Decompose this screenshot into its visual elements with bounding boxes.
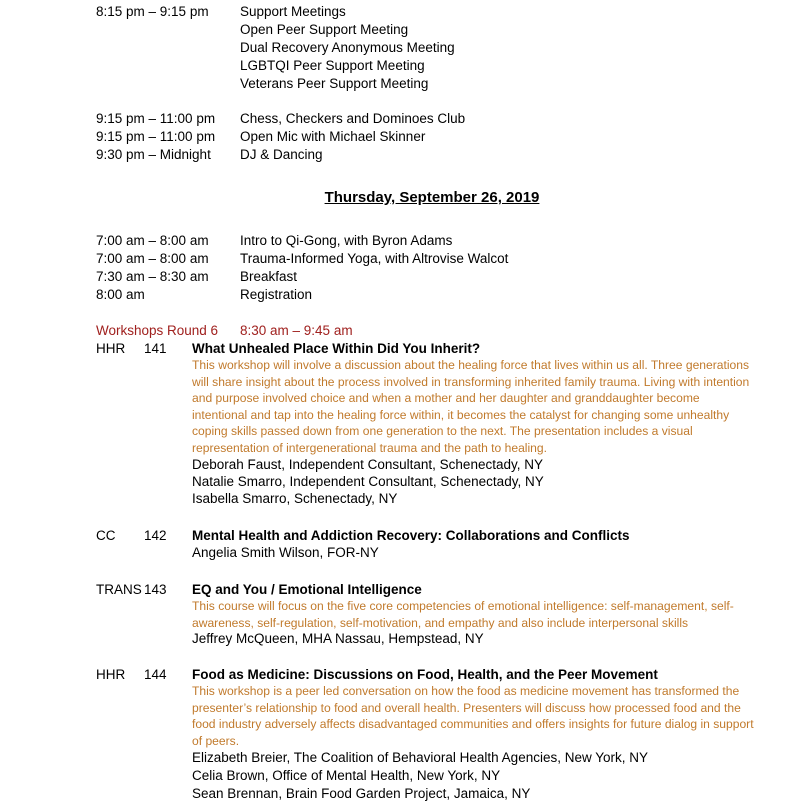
workshop-number: 144 [144, 667, 167, 682]
presenter-row [0, 490, 807, 508]
presenter-row [0, 785, 807, 803]
workshop-header [0, 527, 807, 545]
schedule-row [0, 250, 807, 268]
workshop-description [192, 357, 782, 456]
description-line: food industry adversely affects disadvantaged communities and offers insights for future dialog in support [192, 717, 754, 731]
presenter: Celia Brown, Office of Mental Health, New York, NY [192, 768, 501, 783]
presenter: Elizabeth Breier, The Coalition of Behavioral Health Agencies, New York, NY [192, 750, 649, 765]
schedule-row [0, 286, 807, 304]
event-name: Trauma-Informed Yoga, with Altrovise Walcot [240, 251, 509, 266]
presenter: Jeffrey McQueen, MHA Nassau, Hempstead, NY [192, 631, 484, 646]
event-name: Open Mic with Michael Skinner [240, 129, 426, 144]
event-name: LGBTQI Peer Support Meeting [240, 58, 425, 73]
event-time: 8:15 pm – 9:15 pm [96, 4, 209, 19]
presenter-row [0, 749, 807, 767]
schedule-row [0, 39, 807, 57]
description-line: This course will focus on the five core competencies of emotional intelligence: self-management, self- [192, 599, 734, 613]
workshop-title: What Unhealed Place Within Did You Inherit? [192, 341, 481, 356]
workshop-title: EQ and You / Emotional Intelligence [192, 582, 422, 597]
schedule-row [0, 57, 807, 75]
workshop-track: CC [96, 528, 116, 543]
presenter: Natalie Smarro, Independent Consultant, Schenectady, NY [192, 474, 544, 489]
presenter-row [0, 544, 807, 562]
presenter-row [0, 456, 807, 474]
event-name: Veterans Peer Support Meeting [240, 76, 429, 91]
presenter: Isabella Smarro, Schenectady, NY [192, 491, 398, 506]
presenter: Angelia Smith Wilson, FOR-NY [192, 545, 379, 560]
workshop-title: Mental Health and Addiction Recovery: Collaborations and Conflicts [192, 528, 630, 543]
event-time: 8:00 am [96, 287, 145, 302]
presenter: Deborah Faust, Independent Consultant, Schenectady, NY [192, 457, 543, 472]
event-time: 9:15 pm – 11:00 pm [96, 129, 216, 144]
schedule-row [0, 75, 807, 93]
workshop-header [0, 581, 807, 599]
presenter-row [0, 630, 807, 648]
workshop-number: 143 [144, 582, 167, 597]
description-line: intentional and tap into the healing force within, it becomes the catalyst for changing some unhealthy [192, 407, 730, 422]
presenter: Sean Brennan, Brain Food Garden Project, Jamaica, NY [192, 786, 531, 801]
event-time: 7:00 am – 8:00 am [96, 233, 209, 248]
workshop-description [192, 598, 782, 631]
workshop-header [0, 666, 807, 684]
workshop-round-label: Workshops Round 6 [96, 323, 219, 338]
day-heading: Thursday, September 26, 2019 [324, 189, 540, 206]
workshop-track: HHR [96, 667, 126, 682]
event-name: Intro to Qi-Gong, with Byron Adams [240, 233, 453, 248]
event-time: 7:00 am – 8:00 am [96, 251, 209, 266]
event-name: Support Meetings [240, 4, 346, 19]
schedule-row [0, 146, 807, 164]
workshop-track: TRANS [96, 582, 142, 597]
event-name: Breakfast [240, 269, 298, 284]
workshop-number: 142 [144, 528, 167, 543]
presenter-row [0, 767, 807, 785]
event-name: DJ & Dancing [240, 147, 323, 162]
workshop-number: 141 [144, 341, 167, 356]
schedule-row [0, 21, 807, 39]
description-line: coping skills passed down from one generation to the next. The presentation includes a visual [192, 424, 693, 438]
schedule-row [0, 268, 807, 286]
description-line: awareness, self-regulation, self-motivation, and empathy and also include interpersonal skills [192, 615, 689, 630]
workshop-track: HHR [96, 341, 126, 356]
event-name: Dual Recovery Anonymous Meeting [240, 40, 455, 55]
workshop-round-header [0, 322, 807, 340]
workshop-header [0, 340, 807, 358]
description-line: and purpose involved choice and when a mother and her daughter and granddaughter become [192, 391, 700, 405]
event-name: Chess, Checkers and Dominoes Club [240, 111, 466, 126]
description-line: This workshop will involve a discussion about the healing force that lives within us all. Three generations [192, 358, 750, 372]
schedule-row [0, 110, 807, 128]
schedule-row [0, 232, 807, 250]
event-name: Open Peer Support Meeting [240, 22, 409, 37]
description-line: will share insight about the process involved in transforming inherited family trauma. Living with intention [192, 374, 750, 389]
event-time: 9:30 pm – Midnight [96, 147, 211, 162]
presenter-row [0, 473, 807, 491]
schedule-row [0, 3, 807, 21]
workshop-title: Food as Medicine: Discussions on Food, Health, and the Peer Movement [192, 667, 658, 682]
workshop-round-time: 8:30 am – 9:45 am [240, 323, 353, 338]
event-time: 7:30 am – 8:30 am [96, 269, 209, 284]
event-name: Registration [240, 287, 313, 302]
description-line: This workshop is a peer led conversation on how the food as medicine movement has transformed the [192, 684, 740, 698]
description-line: of peers. [192, 733, 240, 748]
description-line: presenter’s relationship to food and overall health. Presenters will discuss how processed food and the [192, 700, 741, 715]
schedule-row [0, 128, 807, 146]
event-time: 9:15 pm – 11:00 pm [96, 111, 216, 126]
description-line: representation of intergenerational trauma and the path to healing. [192, 440, 547, 455]
workshop-description [192, 683, 782, 749]
